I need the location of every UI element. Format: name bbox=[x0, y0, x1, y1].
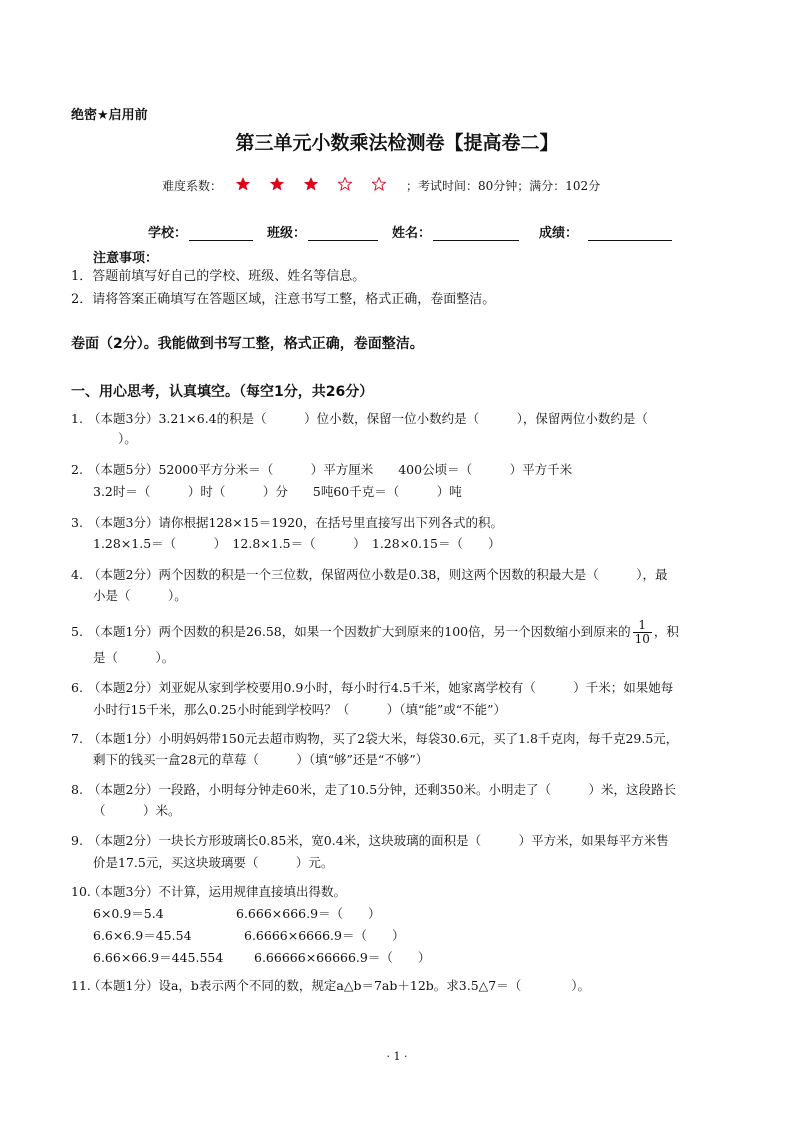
notes-heading: 注意事项： bbox=[93, 251, 159, 266]
question-9 bbox=[71, 830, 669, 852]
question-7-cont: 剩下的钱买一盒28元的草莓（ ）（填“够”还是“不够”） bbox=[93, 752, 429, 767]
question-text: ，积 bbox=[653, 624, 679, 639]
pattern-right: 6.66666×66666.9＝（ ） bbox=[254, 950, 431, 965]
question-11 bbox=[71, 975, 590, 997]
school-label: 学校： bbox=[148, 226, 188, 241]
exam-meta: ；考试时间：80分钟；满分：102分 bbox=[406, 179, 601, 193]
question-number: 1. bbox=[71, 411, 83, 426]
question-1-cont: ）。 bbox=[93, 431, 137, 446]
class-label: 班级： bbox=[267, 226, 307, 241]
question-number: 2. bbox=[71, 462, 83, 477]
question-number: 9. bbox=[71, 833, 83, 848]
question-number: 8. bbox=[71, 782, 83, 797]
empty-star-icon bbox=[372, 177, 386, 191]
score-blank[interactable] bbox=[588, 227, 672, 241]
question-text: （本题3分）3.21×6.4的积是（ ）位小数，保留一位小数约是（ ），保留两位小数约是（ bbox=[88, 411, 648, 426]
class-blank[interactable] bbox=[308, 227, 378, 241]
page-number: · 1 · bbox=[386, 1050, 408, 1063]
question-4-cont: 小是（ ）。 bbox=[93, 588, 187, 603]
secret-label: 绝密★启用前 bbox=[71, 108, 148, 123]
question-9-cont: 价是17.5元，买这块玻璃要（ ）元。 bbox=[93, 855, 334, 870]
school-blank[interactable] bbox=[189, 227, 253, 241]
question-2 bbox=[71, 459, 572, 481]
question-3 bbox=[71, 512, 503, 534]
filled-star-icon bbox=[304, 177, 318, 191]
question-text: （本题1分）两个因数的积是26.58，如果一个因数扩大到原来的100倍，另一个因数缩小到原来的 bbox=[88, 624, 631, 639]
note-item: 1．答题前填写好自己的学校、班级、姓名等信息。 bbox=[71, 269, 366, 284]
question-text: （本题2分）一段路，小明每分钟走60米，走了10.5分钟，还剩350米。小明走了（ ）米，这段路长 bbox=[88, 782, 677, 797]
question-2-cont: 3.2时＝（ ）时（ ）分 5吨60千克＝（ ）吨 bbox=[93, 484, 462, 499]
empty-star-icon bbox=[338, 177, 352, 191]
question-text: （本题3分）不计算，运用规律直接填出得数。 bbox=[88, 884, 346, 899]
question-text: （本题1分）小明妈妈带150元去超市购物，买了2袋大米，每袋30.6元，买了1.8千克肉，每千克29.5元， bbox=[88, 731, 679, 746]
pattern-left: 6.66×66.9＝445.554 bbox=[93, 950, 224, 965]
question-number: 10. bbox=[71, 884, 91, 899]
question-5 bbox=[71, 619, 679, 646]
fraction-denominator: 10 bbox=[634, 632, 650, 646]
question-number: 4. bbox=[71, 567, 83, 582]
question-5-cont: 是（ ）。 bbox=[93, 650, 175, 665]
section-heading: 一、用心思考，认真填空。（每空1分，共26分） bbox=[71, 384, 374, 400]
question-number: 11. bbox=[71, 978, 91, 993]
question-8-cont: （ ）米。 bbox=[93, 803, 181, 818]
question-7 bbox=[71, 728, 678, 750]
question-6-cont: 小时行15千米，那么0.25小时能到学校吗？（ ）（填“能”或“不能”） bbox=[93, 702, 507, 717]
pattern-left: 6×0.9＝5.4 bbox=[93, 906, 164, 921]
name-blank[interactable] bbox=[433, 227, 519, 241]
school-field[interactable] bbox=[148, 222, 253, 241]
fraction-numerator: 1 bbox=[633, 619, 652, 633]
question-text: （本题1分）设a，b表示两个不同的数，规定a△b＝7ab＋12b。求3.5△7＝（ ）。 bbox=[88, 978, 590, 993]
exam-title: 第三单元小数乘法检测卷【提高卷二】 bbox=[235, 132, 559, 154]
name-field[interactable] bbox=[392, 222, 519, 241]
question-text: （本题2分）一块长方形玻璃长0.85米，宽0.4米，这块玻璃的面积是（ ）平方米，如果每平方米售 bbox=[88, 833, 669, 848]
question-number: 5. bbox=[71, 624, 83, 639]
question-1 bbox=[71, 408, 648, 430]
surface-heading: 卷面（2分）。我能做到书写工整，格式正确，卷面整洁。 bbox=[71, 336, 424, 352]
student-info-line bbox=[148, 222, 686, 241]
question-number: 6. bbox=[71, 680, 83, 695]
question-text: （本题3分）请你根据128×15＝1920，在括号里直接写出下列各式的积。 bbox=[88, 515, 504, 530]
name-label: 姓名： bbox=[392, 226, 432, 241]
filled-star-icon bbox=[236, 177, 250, 191]
difficulty-stars bbox=[236, 177, 406, 194]
question-text: （本题2分）刘亚妮从家到学校要用0.9小时，每小时行4.5千米，她家离学校有（ ）千米；如果她每 bbox=[88, 680, 674, 695]
question-8 bbox=[71, 779, 676, 801]
class-field[interactable] bbox=[267, 222, 378, 241]
note-item: 2．请将答案正确填写在答题区域，注意书写工整，格式正确，卷面整洁。 bbox=[71, 292, 496, 307]
score-field[interactable] bbox=[539, 222, 672, 241]
question-6 bbox=[71, 677, 673, 699]
question-text: （本题5分）52000平方分米＝（ ）平方厘米 400公顷＝（ ）平方千米 bbox=[88, 462, 573, 477]
difficulty-label: 难度系数： bbox=[162, 179, 223, 193]
question-3-cont: 1.28×1.5＝（ ） 12.8×1.5＝（ ） 1.28×0.15＝（ ） bbox=[93, 536, 501, 551]
question-text: （本题2分）两个因数的积是一个三位数，保留两位小数是0.38，则这两个因数的积最大是（ ），最 bbox=[88, 567, 668, 582]
score-label: 成绩： bbox=[539, 226, 579, 241]
question-4 bbox=[71, 564, 668, 586]
difficulty-line bbox=[162, 177, 600, 194]
question-number: 7. bbox=[71, 731, 83, 746]
question-number: 3. bbox=[71, 515, 83, 530]
question-10 bbox=[71, 881, 346, 903]
fraction bbox=[633, 619, 652, 646]
pattern-left: 6.6×6.9＝45.54 bbox=[93, 928, 192, 943]
filled-star-icon bbox=[270, 177, 284, 191]
pattern-right: 6.666×666.9＝（ ） bbox=[236, 906, 381, 921]
pattern-right: 6.6666×6666.9＝（ ） bbox=[244, 928, 405, 943]
